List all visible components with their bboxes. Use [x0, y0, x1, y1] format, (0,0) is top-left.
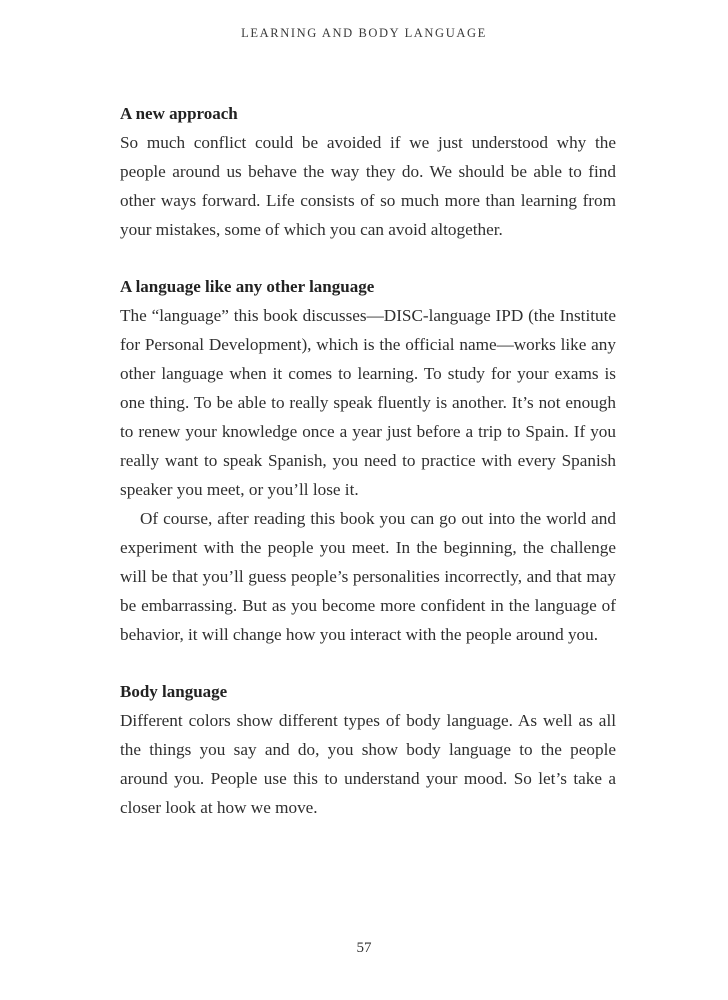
paragraph: The “language” this book discusses—DISC-language IPD (the Institute for Personal Development), which is the official name—works like any other language when it comes to learning. To study for your exams is one thing. To be able to really speak fluently is another. It’s not enough to renew your knowledge once a year just before a trip to Spain. If you really want to speak Spanish, you need to practice with every Spanish speaker you meet, or you’ll lose it. — [120, 306, 616, 499]
page-content — [120, 100, 616, 822]
running-head: LEARNING AND BODY LANGUAGE — [241, 26, 487, 40]
section-a-new-approach — [120, 100, 616, 244]
section-heading: Body language — [120, 682, 228, 701]
paragraph: So much conflict could be avoided if we just understood why the people around us behave the way they do. We should be able to find other ways forward. Life consists of so much more than learning from your mistakes, some of which you can avoid altogether. — [120, 133, 616, 239]
section-heading: A language like any other language — [120, 277, 375, 296]
section-body-language — [120, 678, 616, 822]
paragraph: Different colors show different types of body language. As well as all the things you say and do, you show body language to the people around you. People use this to understand your mood. So let’s take a closer look at how we move. — [120, 711, 616, 817]
section-heading: A new approach — [120, 104, 238, 123]
page-number: 57 — [356, 940, 372, 956]
paragraph: Of course, after reading this book you can go out into the world and experiment with the people you meet. In the beginning, the challenge will be that you’ll guess people’s personalities incorrectly, and that may be embarrassing. But as you become more confident in the language of behavior, it will change how you interact with the people around you. — [120, 509, 616, 644]
section-language-like-any-other — [120, 273, 616, 649]
